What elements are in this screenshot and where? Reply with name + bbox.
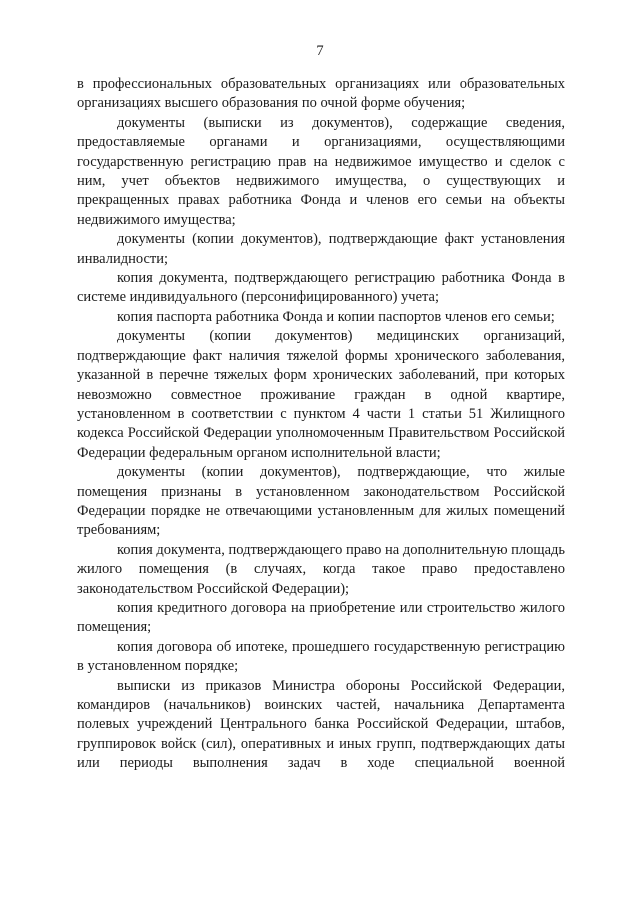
paragraph-additional-area-document: копия документа, подтверждающего право на дополнительную площадь жилого помещения (в случаях, когда такое право предоставлено законодательством Российской Федерации); (77, 541, 565, 597)
page-number: 7 (316, 43, 324, 59)
paragraph-property-rights-documents: документы (выписки из документов), содержащие сведения, предоставляемые органами и организациями, осуществляющими государственную регистрацию прав на недвижимое имущество и сделок с ним, учет объектов недвижимого имущества, о существующих и прекращенных правах работника Фонда и членов его семьи на объекты недвижимого имущества; (77, 114, 565, 228)
paragraph-passport-copies: копия паспорта работника Фонда и копии паспортов членов его семьи; (117, 308, 555, 325)
paragraph-continuation: в профессиональных образовательных организациях или образовательных организациях высшего образования по очной форме обучения; (77, 76, 565, 112)
paragraph-medical-documents: документы (копии документов) медицинских организаций, подтверждающие факт наличия тяжелой формы хронического заболевания, указанной в перечне тяжелых форм хронических заболеваний, при которых невозможно совместное проживание граждан в одной квартире, установленном в соответствии с пунктом 4 части 1 статьи 51 Жилищного кодекса Российской Федерации уполномоченным Правительством Российской Федерации федеральным органом исполнительной власти; (77, 328, 565, 461)
paragraph-unfit-housing-documents: документы (копии документов), подтверждающие, что жилые помещения признаны в установленном законодательством Российской Федерации порядке не отвечающими установленным для жилых помещений требованиям; (77, 464, 565, 539)
document-body (77, 75, 565, 774)
paragraph-registration-document: копия документа, подтверждающего регистрацию работника Фонда в системе индивидуального (персонифицированного) учета; (77, 270, 565, 306)
paragraph-mortgage-agreement: копия договора об ипотеке, прошедшего государственную регистрацию в установленном порядке; (77, 638, 565, 675)
paragraph-credit-agreement: копия кредитного договора на приобретение или строительство жилого помещения; (77, 599, 565, 636)
paragraph-disability-documents: документы (копии документов), подтверждающие факт установления инвалидности; (77, 231, 565, 267)
paragraph-order-extracts: выписки из приказов Министра обороны Российской Федерации, командиров (начальников) воинских частей, начальника Департамента полевых учреждений Центрального банка Российской Федерации, штабов, группировок войск (сил), оперативных и иных групп, подтверждающих даты или периоды выполнения задач в ходе специальной военной (77, 677, 565, 772)
